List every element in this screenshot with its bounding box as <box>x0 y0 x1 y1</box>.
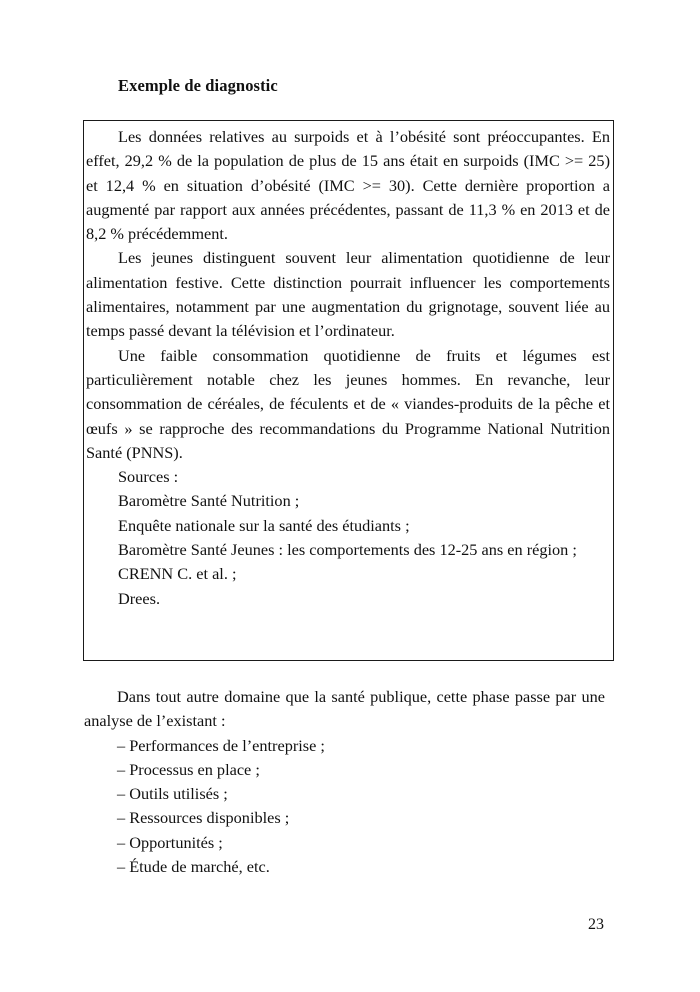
sources-label: Sources : <box>118 467 179 487</box>
diagnostic-example-box <box>83 120 614 661</box>
intro-paragraph: Dans tout autre domaine que la santé publique, cette phase passe par une analyse de l’existant : <box>84 687 605 731</box>
existing-analysis-list <box>84 734 605 880</box>
box-paragraph: Les données relatives au surpoids et à l’obésité sont préoccupantes. En effet, 29,2 % de la population de plus de 15 ans était en surpoids (IMC >= 25) et 12,4 % en situation d’obésité (IMC >= 30). Cette dernière proportion a augmenté par rapport aux années précédentes, passant de 11,3 % en 2013 et de 8,2 % précédemment. <box>86 127 610 244</box>
list-item: – Processus en place ; <box>117 759 260 779</box>
list-item: – Ressources disponibles ; <box>117 808 290 828</box>
page-number: 23 <box>588 916 604 933</box>
source-item: Baromètre Santé Jeunes : les comportements des 12-25 ans en région ; <box>118 540 577 560</box>
source-item: Baromètre Santé Nutrition ; <box>118 491 300 511</box>
source-item: CRENN C. et al. ; <box>118 564 237 584</box>
source-item: Enquête nationale sur la santé des étudiants ; <box>118 515 410 535</box>
list-item: – Étude de marché, etc. <box>117 857 270 877</box>
list-item: – Opportunités ; <box>117 832 223 852</box>
box-paragraph: Une faible consommation quotidienne de fruits et légumes est particulièrement notable chez les jeunes hommes. En revanche, leur consommation de céréales, de féculents et de « viandes-produits de la pêche et œufs » se rapproche des recommandations du Programme National Nutrition Santé (PNNS). <box>86 345 610 462</box>
source-item: Drees. <box>118 588 161 608</box>
section-heading: Exemple de diagnostic <box>118 76 278 95</box>
box-paragraph: Les jeunes distinguent souvent leur alimentation quotidienne de leur alimentation festive. Cette distinction pourrait influencer les comportements alimentaires, notamment par une augmentation du grignotage, souvent liée au temps passé devant la télévision et l’ordinateur. <box>86 248 610 341</box>
list-item: – Performances de l’entreprise ; <box>117 735 325 755</box>
body-section <box>84 685 605 879</box>
list-item: – Outils utilisés ; <box>117 784 228 804</box>
